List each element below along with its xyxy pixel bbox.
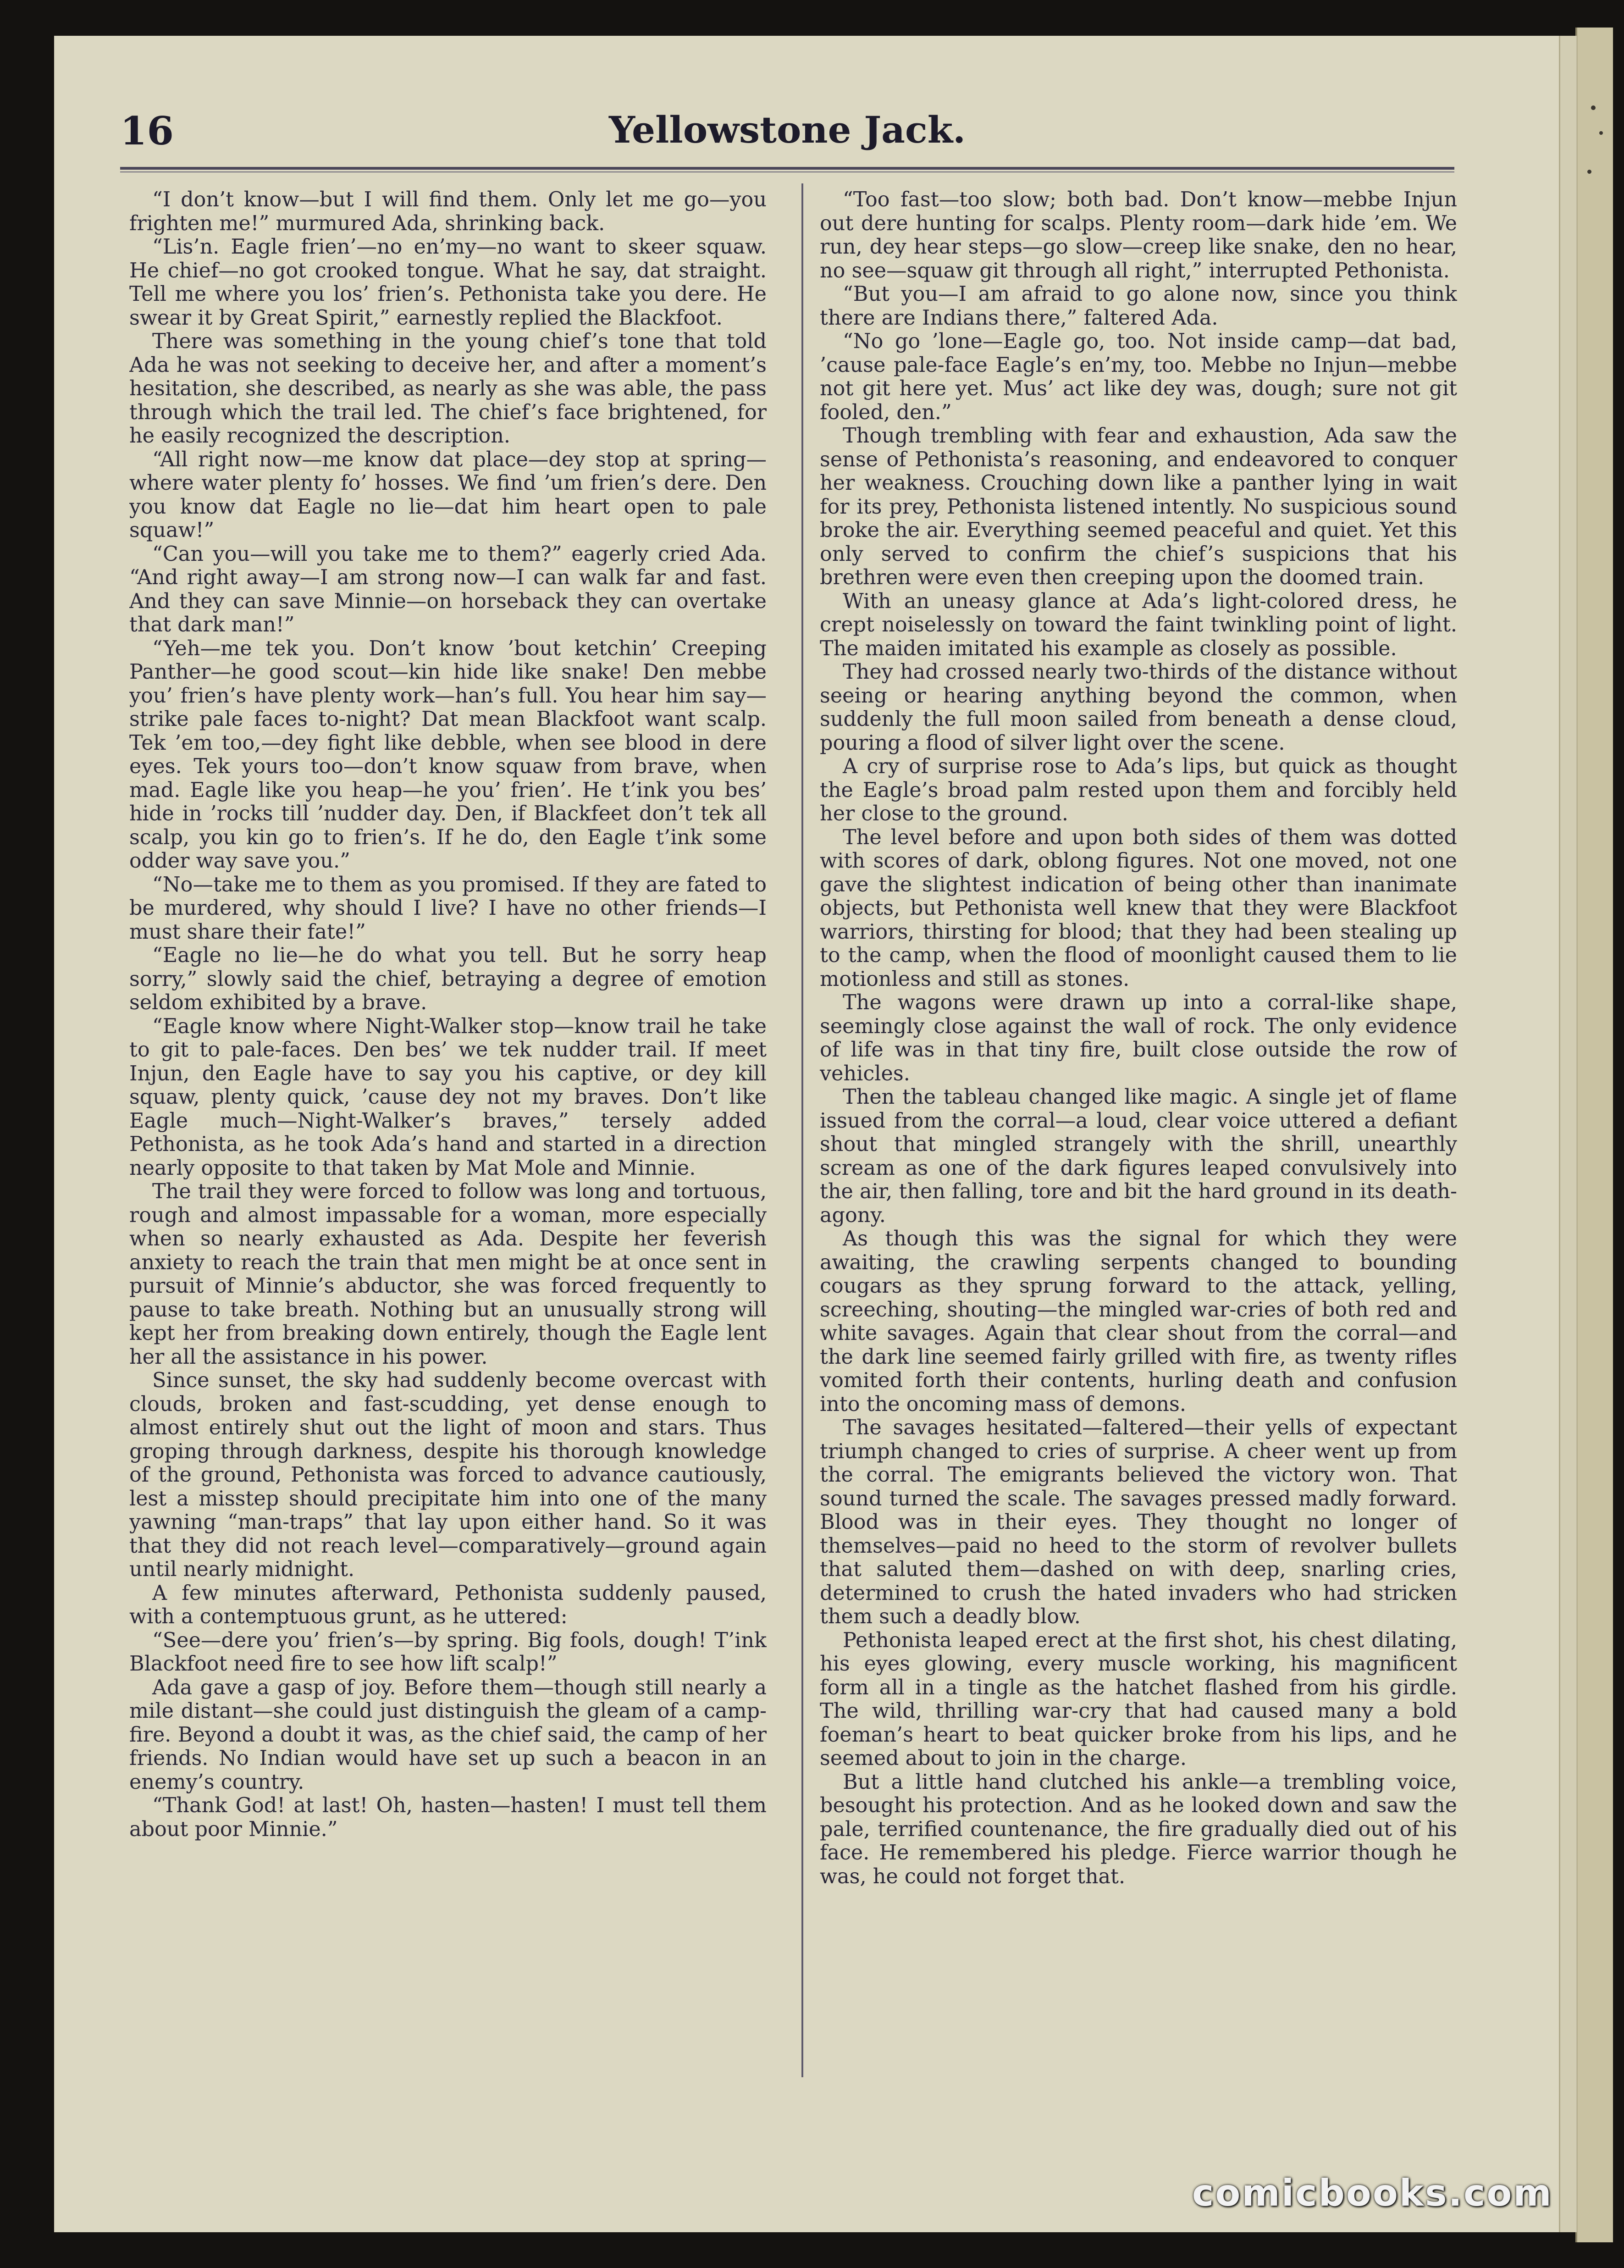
paragraph: “All right now—me know dat place—dey stop at spring—where water plenty fo’ hosses. We find ’um frien’s dere. Den you know dat Eagle no lie—dat him heart open to pale squaw!” (129, 448, 767, 542)
paragraph: “I don’t know—but I will find them. Only let me go—you frighten me!” murmured Ada, shrinking back. (129, 188, 767, 235)
paragraph: “Can you—will you take me to them?” eagerly cried Ada. “And right away—I am strong now—I can walk far and fast. And they can save Minnie—on horseback they can overtake that dark man!” (129, 542, 767, 636)
book-gutter (1559, 36, 1577, 2232)
paragraph: A few minutes afterward, Pethonista suddenly paused, with a contemptuous grunt, as he uttered: (129, 1581, 767, 1628)
paragraph: A cry of surprise rose to Ada’s lips, but quick as thought the Eagle’s broad palm rested upon them and forcibly held her close to the ground. (820, 755, 1457, 825)
paragraph: “Lis’n. Eagle frien’—no en’my—no want to skeer squaw. He chief—no got crooked tongue. What he say, dat straight. Tell me where you los’ frien’s. Pethonista take you dere. He swear it by Great Spirit,” earnestly replied the Blackfoot. (129, 235, 767, 330)
left-text-column (129, 188, 767, 2091)
paragraph: The wagons were drawn up into a corral-like shape, seemingly close against the wall of rock. The only evidence of life was in that tiny fire, built close outside the row of vehicles. (820, 991, 1457, 1085)
paragraph: But a little hand clutched his ankle—a trembling voice, besought his protection. And as he looked down and saw the pale, terrified countenance, the fire gradually died out of his face. He remembered his pledge. Fierce warrior though he was, he could not forget that. (820, 1770, 1457, 1888)
paragraph: The level before and upon both sides of them was dotted with scores of dark, oblong figures. Not one moved, not one gave the slightest indication of being other than inanimate objects, but Pethonista well knew that they were Blackfoot warriors, thirsting for blood; that they had been stealing up to the camp, when the flood of moonlight caused them to lie motionless and still as stones. (820, 825, 1457, 991)
paragraph: “See—dere you’ frien’s—by spring. Big fools, dough! T’ink Blackfoot need fire to see how lift scalp!” (129, 1628, 767, 1676)
paragraph: “Eagle no lie—he do what you tell. But he sorry heap sorry,” slowly said the chief, betraying a degree of emotion seldom exhibited by a brave. (129, 944, 767, 1014)
paragraph: Pethonista leaped erect at the first shot, his chest dilating, his eyes glowing, every muscle working, his magnificent form all in a tingle as the hatchet flashed from his girdle. The wild, thrilling war-cry that had caused many a bold foeman’s heart to beat quicker broke from his lips, and he seemed about to join in the charge. (820, 1628, 1457, 1770)
paragraph: The trail they were forced to follow was long and tortuous, rough and almost impassable for a woman, more especially when so nearly exhausted as Ada. Despite her feverish anxiety to reach the train that men might be at once sent in pursuit of Minnie’s abductor, she was forced frequently to pause to take breath. Nothing but an unusually strong will kept her from breaking down entirely, though the Eagle lent her all the assistance in his power. (129, 1180, 767, 1369)
column-divider (801, 183, 803, 2077)
paragraph: “No—take me to them as you promised. If they are fated to be murdered, why should I live? I have no other friends—I must share their fate!” (129, 873, 767, 944)
watermark-logo: comicbooks.com (1192, 2172, 1553, 2214)
page-header (120, 108, 1454, 159)
header-rule-thin (120, 171, 1454, 172)
paragraph: Since sunset, the sky had suddenly become overcast with clouds, broken and fast-scudding, yet dense enough to almost entirely shut out the light of moon and stars. Thus groping through darkness, despite his thorough knowledge of the ground, Pethonista was forced to advance cautiously, lest a misstep should precipitate him into one of the many yawning “man-traps” that lay upon either hand. So it was that they did not reach level—comparatively—ground again until nearly midnight. (129, 1369, 767, 1581)
paragraph: The savages hesitated—faltered—their yells of expectant triumph changed to cries of surprise. A cheer went up from the corral. The emigrants believed the victory won. That sound turned the scale. The savages pressed madly forward. Blood was in their eyes. They thought no longer of themselves—paid no heed to the storm of revolver bullets that saluted them—dashed on with deep, snarling cries, determined to crush the hated invaders who had stricken them such a deadly blow. (820, 1416, 1457, 1628)
right-text-column (820, 188, 1457, 2091)
running-title: Yellowstone Jack. (608, 108, 966, 151)
paragraph: “But you—I am afraid to go alone now, since you think there are Indians there,” faltered Ada. (820, 282, 1457, 330)
paragraph: As though this was the signal for which they were awaiting, the crawling serpents changed to bounding cougars as they sprung forward to the attack, yelling, screeching, shouting—the mingled war-cries of both red and white savages. Again that clear shout from the corral—and the dark line seemed fairly grilled with fire, as twenty rifles vomited forth their contents, hurling death and confusion into the oncoming mass of demons. (820, 1227, 1457, 1416)
paragraph: “Thank God! at last! Oh, hasten—hasten! I must tell them about poor Minnie.” (129, 1794, 767, 1841)
corner-speck (1599, 131, 1603, 135)
paragraph: “Yeh—me tek you. Don’t know ’bout ketchin’ Creeping Panther—he good scout—kin hide like snake! Den mebbe you’ frien’s have plenty work—han’s full. You hear him say—strike pale faces to-night? Dat mean Blackfoot want scalp. Tek ’em too,—dey fight like debble, when see blood in dere eyes. Tek yours too—don’t know squaw from brave, when mad. Eagle like you heap—he you’ frien’. He t’ink you bes’ hide in ’rocks till ’nudder day. Den, if Blackfeet don’t tek all scalp, you kin go to frien’s. If he do, den Eagle t’ink some odder way save you.” (129, 636, 767, 873)
paragraph: “Eagle know where Night-Walker stop—know trail he take to git to pale-faces. Den bes’ we tek nudder trail. If meet Injun, den Eagle have to say you his captive, or dey kill squaw, plenty quick, ’cause dey not my braves. Don’t like Eagle much—Night-Walker’s braves,” tersely added Pethonista, as he took Ada’s hand and started in a direction nearly opposite to that taken by Mat Mole and Minnie. (129, 1014, 767, 1180)
paragraph: Though trembling with fear and exhaustion, Ada saw the sense of Pethonista’s reasoning, and endeavored to conquer her weakness. Crouching down like a panther lying in wait for its prey, Pethonista listened intently. No suspicious sound broke the air. Everything seemed peaceful and quiet. Yet this only served to confirm the chief’s suspicions that his brethren were even then creeping upon the doomed train. (820, 424, 1457, 589)
paragraph: “Too fast—too slow; both bad. Don’t know—mebbe Injun out dere hunting for scalps. Plenty room—dark hide ’em. We run, dey hear steps—go slow—creep like snake, den no hear, no see—squaw git through all right,” interrupted Pethonista. (820, 188, 1457, 282)
paragraph: Then the tableau changed like magic. A single jet of flame issued from the corral—a loud, clear voice uttered a defiant shout that mingled strangely with the shrill, unearthly scream as one of the dark figures leaped convulsively into the air, then falling, tore and bit the hard ground in its death-agony. (820, 1085, 1457, 1227)
paragraph: With an uneasy glance at Ada’s light-colored dress, he crept noiselessly on toward the faint twinkling point of light. The maiden imitated his example as closely as possible. (820, 589, 1457, 660)
corner-speck (1587, 170, 1591, 174)
header-rule (120, 167, 1454, 170)
book-page-edge (1575, 28, 1613, 2242)
paragraph: “No go ’lone—Eagle go, too. Not inside camp—dat bad, ’cause pale-face Eagle’s en’my, too. Mebbe no Injun—mebbe not git here yet. Mus’ act like dey was, dough; sure not git fooled, den.” (820, 330, 1457, 424)
paragraph: Ada gave a gasp of joy. Before them—though still nearly a mile distant—she could just distinguish the gleam of a camp-fire. Beyond a doubt it was, as the chief said, the camp of her friends. No Indian would have set up such a beacon in an enemy’s country. (129, 1676, 767, 1794)
paragraph: They had crossed nearly two-thirds of the distance without seeing or hearing anything beyond the common, when suddenly the full moon sailed from beneath a dense cloud, pouring a flood of silver light over the scene. (820, 660, 1457, 755)
corner-speck (1591, 105, 1596, 110)
page-number: 16 (120, 108, 174, 154)
paragraph: There was something in the young chief’s tone that told Ada he was not seeking to deceive her, and after a moment’s hesitation, she described, as nearly as she was able, the pass through which the trail led. The chief’s face brightened, for he easily recognized the description. (129, 330, 767, 448)
